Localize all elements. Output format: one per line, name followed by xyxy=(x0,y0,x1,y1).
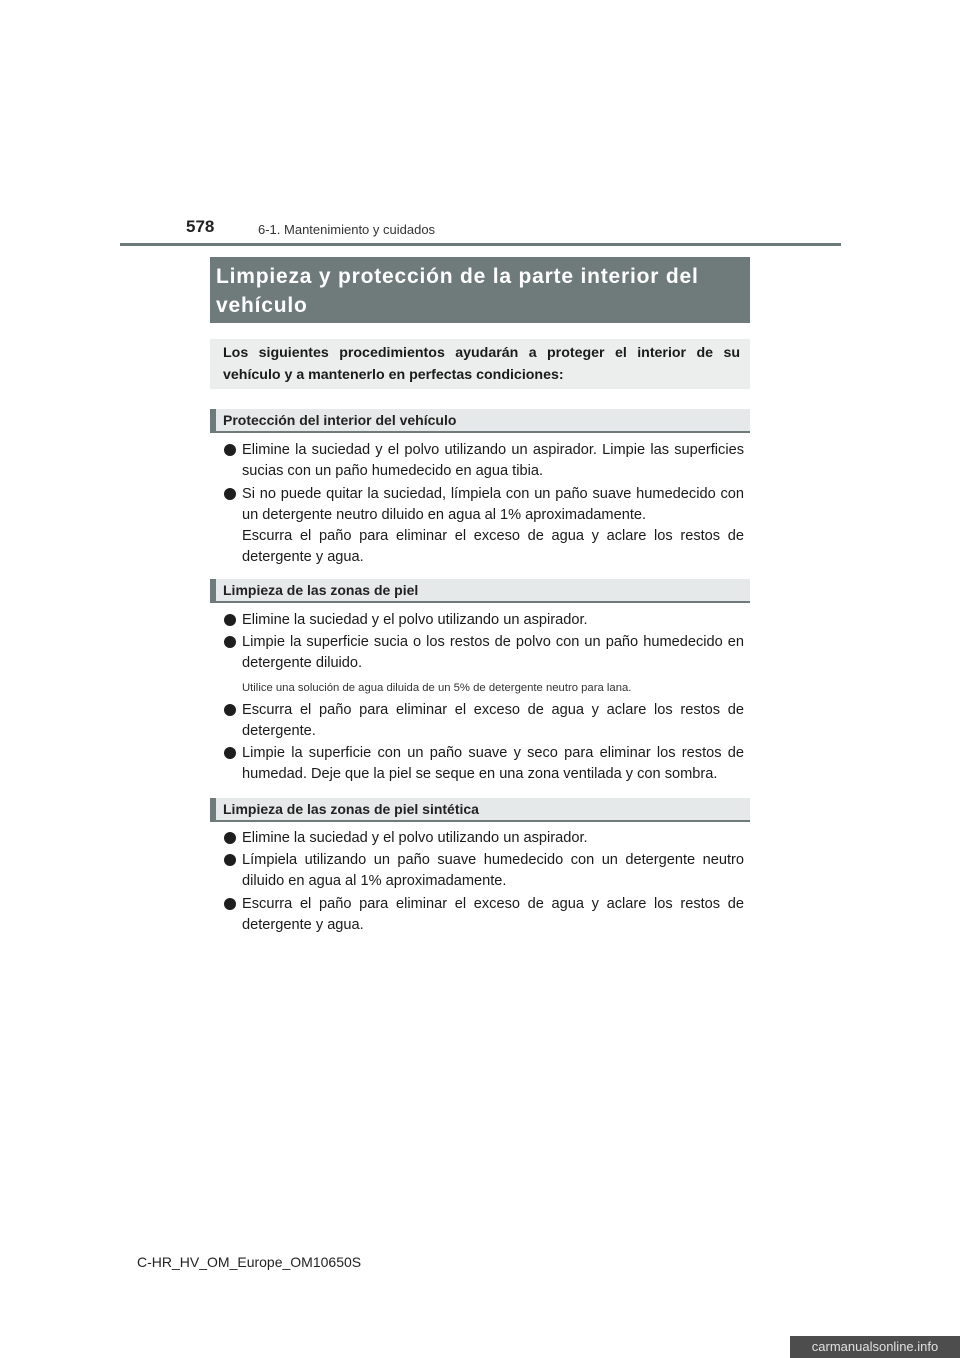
list-item: Escurra el paño para eliminar el exceso de agua y aclare los restos de detergente. xyxy=(224,700,744,742)
continuation-text: Escurra el paño para eliminar el exceso de agua y aclare los restos de detergente y agua. xyxy=(242,528,744,565)
bullet-icon xyxy=(224,636,236,648)
list-item: Elimine la suciedad y el polvo utilizando un aspirador. Limpie las superficies sucias con un paño humedecido en agua tibia. xyxy=(224,440,744,482)
chapter-title: 6-1. Mantenimiento y cuidados xyxy=(258,222,436,237)
list-item: Si no puede quitar la suciedad, límpiela con un paño suave humedecido con un detergente neutro diluido en agua al 1% aproximadamente. xyxy=(224,484,744,526)
header-divider xyxy=(120,243,841,246)
bullet-icon xyxy=(224,704,236,716)
list-item: Escurra el paño para eliminar el exceso de agua y aclare los restos de detergente y agua. xyxy=(224,894,744,936)
bullet-icon xyxy=(224,854,236,866)
page-header xyxy=(0,0,960,250)
watermark: carmanualsonline.info xyxy=(790,1336,960,1358)
page-title: Limpieza y protección de la parte interior del vehículo xyxy=(210,257,750,323)
note-text: Utilice una solución de agua diluida de un 5% de detergente neutro para lana. xyxy=(242,682,632,694)
list-item: Limpie la superficie sucia o los restos de polvo con un paño humedecido en detergente diluido. xyxy=(224,632,744,674)
bullet-icon xyxy=(224,832,236,844)
bullet-icon xyxy=(224,444,236,456)
section-heading-leather: Limpieza de las zonas de piel xyxy=(210,579,750,603)
bullet-icon xyxy=(224,898,236,910)
intro-text: Los siguientes procedimientos ayudarán a proteger el interior de su vehículo y a mantenerlo en perfectas condiciones: xyxy=(210,339,750,389)
bullet-icon xyxy=(224,747,236,759)
list-item: Elimine la suciedad y el polvo utilizando un aspirador. xyxy=(224,610,744,631)
list-item: Límpiela utilizando un paño suave humedecido con un detergente neutro diluido en agua al 1% aproximadamente. xyxy=(224,850,744,892)
list-item: Limpie la superficie con un paño suave y seco para eliminar los restos de humedad. Deje que la piel se seque en una zona ventilada y con sombra. xyxy=(224,743,744,785)
list-item: Elimine la suciedad y el polvo utilizando un aspirador. xyxy=(224,828,744,849)
bullet-icon xyxy=(224,488,236,500)
section-heading-interior-protection: Protección del interior del vehículo xyxy=(210,409,750,433)
bullet-icon xyxy=(224,614,236,626)
footer-document-id: C-HR_HV_OM_Europe_OM10650S xyxy=(137,1254,362,1270)
section-heading-synthetic-leather: Limpieza de las zonas de piel sintética xyxy=(210,798,750,822)
page-number: 578 xyxy=(186,217,215,236)
